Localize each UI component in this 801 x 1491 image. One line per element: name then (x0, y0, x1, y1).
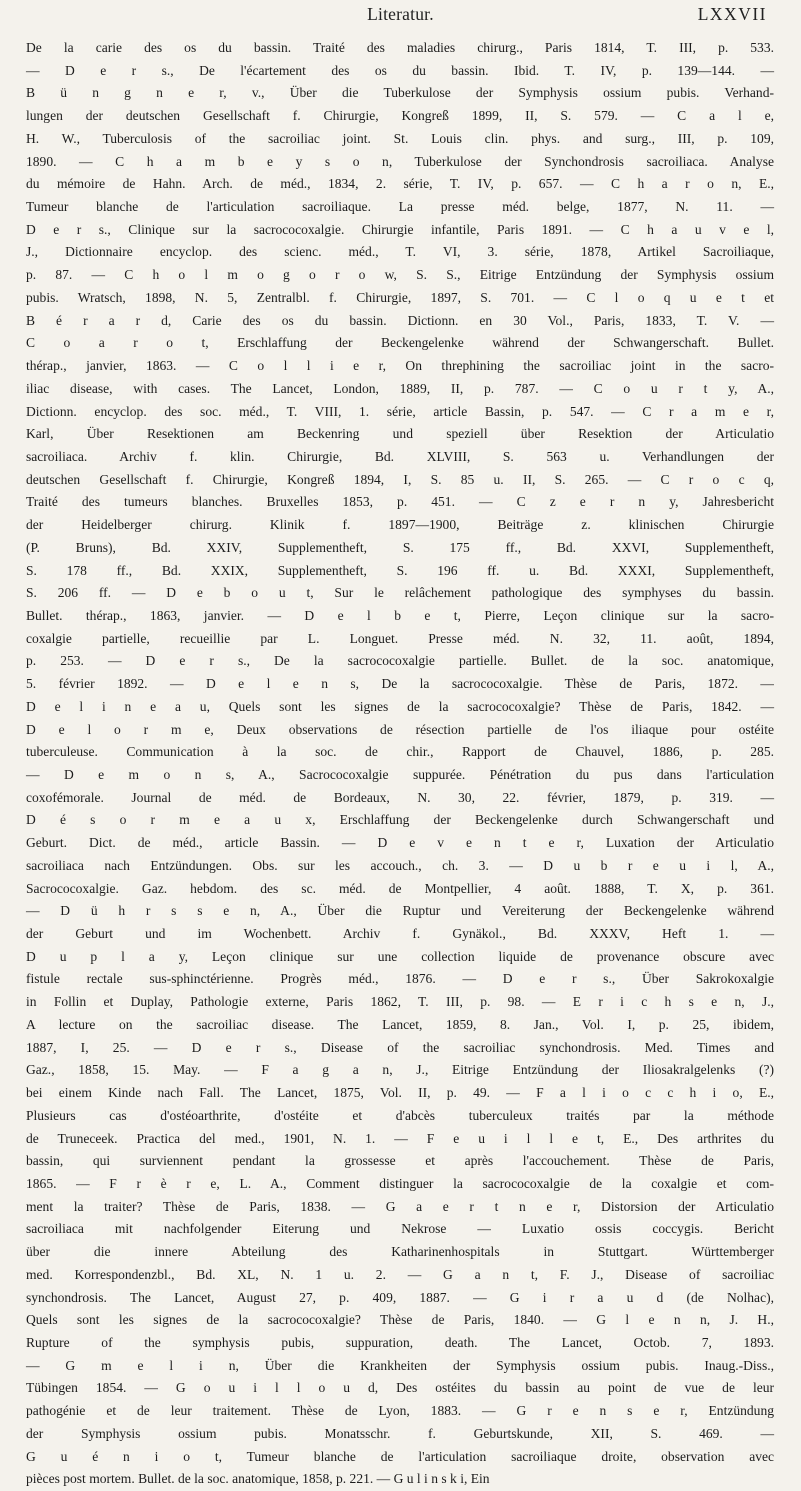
text-line: med. Korrespondenzbl., Bd. XL, N. 1 u. 2. — G a n t, F. J., Disease of sacroiliac (26, 1266, 774, 1282)
text-line: deutschen Gesellschaft f. Chirurgie, Kongreß 1894, I, S. 85 u. II, S. 265. — C r o c q, (26, 471, 774, 487)
text-line: (P. Bruns), Bd. XXIV, Supplementheft, S. 175 ff., Bd. XXVI, Supplementheft, (26, 539, 774, 555)
text-line: Tübingen 1854. — G o u i l l o u d, Des ostéites du bassin au point de vue de leur (26, 1380, 775, 1396)
text-line: tuberculeuse. Communication à la soc. de chir., Rapport de Chauvel, 1886, p. 285. (26, 744, 774, 760)
text-line: — D e r s., De l'écartement des os du bassin. Ibid. T. IV, p. 139—144. — (26, 62, 774, 78)
text-line: Gaz., 1858, 15. May. — F a g a n, J., Eitrige Entzündung der Iliosakralgelenks (?) (26, 1062, 774, 1078)
text-line: sacroiliaca. Archiv f. klin. Chirurgie, Bd. XLVIII, S. 563 u. Verhandlungen der (26, 448, 774, 464)
text-line: pubis. Wratsch, 1898, N. 5, Zentralbl. f. Chirurgie, 1897, S. 701. — C l o q u e t et (26, 289, 774, 305)
text-line: bei einem Kinde nach Fall. The Lancet, 1875, Vol. II, p. 49. — F a l i o c c h i o, E., (26, 1085, 774, 1101)
text-line: 5. février 1892. — D e l e n s, De la sacrococoxalgie. Thèse de Paris, 1872. — (26, 676, 774, 692)
text-line: lungen der deutschen Gesellschaft f. Chirurgie, Kongreß 1899, II, S. 579. — C a l e, (26, 108, 774, 124)
text-line: Bullet. thérap., 1863, janvier. — D e l b e t, Pierre, Leçon clinique sur la sacro- (26, 607, 774, 623)
text-line: du mémoire de Hahn. Arch. de méd., 1834, 2. série, T. IV, p. 657. — C h a r o n, E., (26, 176, 774, 192)
text-line: D e l i n e a u, Quels sont les signes de la sacrococoxalgie? Thèse de Paris, 1842. — (26, 698, 774, 714)
text-line: D u p l a y, Leçon clinique sur une collection liquide de provenance obscure avec (26, 948, 774, 964)
text-line: de Truneceek. Practica del med., 1901, N. 1. — F e u i l l e t, E., Des arthrites du (26, 1130, 774, 1146)
text-line: H. W., Tuberculosis of the sacroiliac joint. St. Louis clin. phys. and surg., III, p. 109, (26, 130, 774, 146)
running-header (0, 4, 801, 34)
text-line: Traité des tumeurs blanches. Bruxelles 1853, p. 451. — C z e r n y, Jahresbericht (26, 494, 774, 510)
text-line: synchondrosis. The Lancet, August 27, p. 409, 1887. — G i r a u d (de Nolhac), (26, 1289, 774, 1305)
text-line: S. 206 ff. — D e b o u t, Sur le relâchement pathologique des symphyses du bassin. (26, 585, 775, 601)
text-line: sacroiliaca nach Entzündungen. Obs. sur les accouch., ch. 3. — D u b r e u i l, A., (26, 857, 774, 873)
text-line: coxofémorale. Journal de méd. de Bordeaux, N. 30, 22. février, 1879, p. 319. — (26, 789, 774, 805)
text-line: 1887, I, 25. — D e r s., Disease of the sacroiliac synchondrosis. Med. Times and (26, 1039, 774, 1055)
text-line: — G m e l i n, Über die Krankheiten der Symphysis ossium pubis. Inaug.-Diss., (26, 1357, 774, 1373)
text-line: Dictionn. encyclop. des soc. méd., T. VIII, 1. série, article Bassin, p. 547. — C r a m e r, (26, 403, 774, 419)
text-line: p. 253. — D e r s., De la sacrococoxalgie partielle. Bullet. de la soc. anatomique, (26, 653, 774, 669)
text-line: fistule rectale sus-sphinctérienne. Progrès méd., 1876. — D e r s., Über Sakrokoxalgie (26, 971, 774, 987)
text-line: coxalgie partielle, recueillie par L. Longuet. Presse méd. N. 32, 11. août, 1894, (26, 630, 774, 646)
text-line: bassin, qui surviennent pendant la grossesse et après l'accouchement. Thèse de Paris, (26, 1153, 774, 1169)
text-line: pièces post mortem. Bullet. de la soc. anatomique, 1858, p. 221. — G u l i n s k i, Ein (26, 1471, 490, 1487)
text-line: — D e m o n s, A., Sacrococoxalgie suppurée. Pénétration du pus dans l'articulation (26, 767, 774, 782)
text-line: Sacrococoxalgie. Gaz. hebdom. des sc. méd. de Montpellier, 4 août. 1888, T. X, p. 361. (26, 880, 774, 896)
text-line: Rupture of the symphysis pubis, suppuration, death. The Lancet, Octob. 7, 1893. (26, 1334, 774, 1350)
text-line: sacroiliaca mit nachfolgender Eiterung und Nekrose — Luxatio ossis coccygis. Bericht (26, 1221, 774, 1237)
text-line: D é s o r m e a u x, Erschlaffung der Beckengelenke durch Schwangerschaft und (26, 812, 775, 828)
page-number: LXXVII (697, 4, 767, 24)
text-line: 1890. — C h a m b e y s o n, Tuberkulose der Synchondrosis sacroiliaca. Analyse (26, 153, 774, 169)
text-line: Karl, Über Resektionen am Beckenring und speziell über Resektion der Articulatio (26, 426, 774, 442)
text-line: C o a r o t, Erschlaffung der Beckengelenke während der Schwangerschaft. Bullet. (26, 335, 774, 351)
text-line: J., Dictionnaire encyclop. des scienc. méd., T. VI, 3. série, 1878, Artikel Sacroiliaque, (26, 244, 774, 260)
text-line: in Follin et Duplay, Pathologie externe, Paris 1862, T. III, p. 98. — E r i c h s e n, J., (26, 994, 774, 1010)
text-line: De la carie des os du bassin. Traité des maladies chirurg., Paris 1814, T. III, p. 533. (26, 40, 774, 55)
text-line: B é r a r d, Carie des os du bassin. Dictionn. en 30 Vol., Paris, 1833, T. V. — (26, 312, 774, 328)
text-line: der Geburt und im Wochenbett. Archiv f. Gynäkol., Bd. XXXV, Heft 1. — (26, 926, 774, 942)
text-line: über die innere Abteilung des Katharinenhospitals in Stuttgart. Württemberger (26, 1244, 774, 1260)
text-line: p. 87. — C h o l m o g o r o w, S. S., Eitrige Entzündung der Symphysis ossium (26, 267, 774, 283)
text-line: Plusieurs cas d'ostéoarthrite, d'ostéite et d'abcès tuberculeux traités par la méthode (26, 1107, 774, 1123)
text-line: Geburt. Dict. de méd., article Bassin. — D e v e n t e r, Luxation der Articulatio (26, 835, 774, 851)
text-line: der Heidelberger chirurg. Klinik f. 1897—1900, Beiträge z. klinischen Chirurgie (26, 517, 775, 533)
text-line: pathogénie et de leur traitement. Thèse de Lyon, 1883. — G r e n s e r, Entzündung (26, 1403, 774, 1419)
text-line: D e r s., Clinique sur la sacrococoxalgie. Chirurgie infantile, Paris 1891. — C h a u v e l, (26, 221, 774, 237)
text-line: D e l o r m e, Deux observations de résection partielle de l'os iliaque pour ostéite (26, 721, 774, 737)
text-line: 1865. — F r è r e, L. A., Comment distinguer la sacrococoxalgie de la coxalgie et com- (26, 1175, 774, 1191)
text-line: Tumeur blanche de l'articulation sacroiliaque. La presse méd. belge, 1877, N. 11. — (26, 199, 774, 215)
text-line: — D ü h r s s e n, A., Über die Ruptur und Vereiterung der Beckengelenke während (26, 903, 774, 919)
text-line: thérap., janvier, 1863. — C o l l i e r, On threphining the sacroiliac joint in the sacro- (26, 358, 775, 374)
text-line: G u é n i o t, Tumeur blanche de l'articulation sacroiliaque droite, observation avec (26, 1448, 774, 1464)
text-line: B ü n g n e r, v., Über die Tuberkulose der Symphysis ossium pubis. Verhand- (26, 85, 774, 101)
bibliography-paragraph (26, 37, 774, 1491)
text-line: Quels sont les signes de la sacrococoxalgie? Thèse de Paris, 1840. — G l e n n, J. H., (26, 1312, 774, 1328)
page-title: Literatur. (367, 4, 434, 24)
text-line: der Symphysis ossium pubis. Monatsschr. f. Geburtskunde, XII, S. 469. — (26, 1425, 774, 1441)
text-line: ment la traiter? Thèse de Paris, 1838. — G a e r t n e r, Distorsion der Articulatio (26, 1198, 774, 1214)
text-line: A lecture on the sacroiliac disease. The Lancet, 1859, 8. Jan., Vol. I, p. 25, ibidem, (26, 1016, 774, 1032)
text-line: iliac disease, with cases. The Lancet, London, 1889, II, p. 787. — C o u r t y, A., (26, 380, 775, 396)
text-line: S. 178 ff., Bd. XXIX, Supplementheft, S. 196 ff. u. Bd. XXXI, Supplementheft, (26, 562, 774, 578)
